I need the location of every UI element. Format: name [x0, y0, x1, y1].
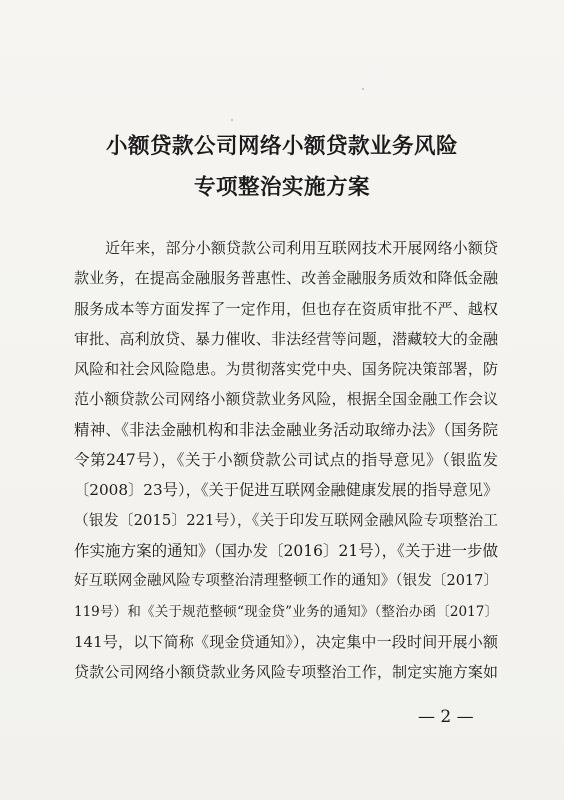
body-line-12: 好互联网金融风险专项整治清理整顿工作的通知》（银发〔2017〕	[74, 573, 498, 590]
body-line-11: 作实施方案的通知》（国办发〔2016〕21号），《关于进一步做	[74, 541, 498, 560]
body-line-2: 款业务，在提高金融服务普惠性、改善金融服务质效和降低金融	[74, 269, 498, 288]
body-line-5: 风险和社会风险隐患。为贯彻落实党中央、国务院决策部署，防	[74, 360, 498, 379]
body-line-1: 近年来，部分小额贷款公司利用互联网技术开展网络小额贷	[105, 239, 498, 257]
body-line-8: 令第247号），《关于小额贷款公司试点的指导意见》（银监发	[74, 451, 498, 470]
body-line-14: 141号，以下简称《现金贷通知》），决定集中一段时间开展小额	[74, 632, 498, 651]
document-title-line-2: 专项整治实施方案	[193, 175, 370, 200]
scan-speck	[362, 88, 364, 90]
body-line-7: 精神、《非法金融机构和非法金融业务活动取缔办法》（国务院	[74, 420, 498, 439]
body-line-10: （银发〔2015〕221号），《关于印发互联网金融风险专项整治工	[74, 511, 498, 529]
page-number: — 2 —	[418, 707, 474, 727]
document-title-line-1: 小额贷款公司网络小额贷款业务风险	[105, 134, 458, 159]
body-line-15: 贷款公司网络小额贷款业务风险专项整治工作，制定实施方案如	[74, 663, 498, 682]
body-line-9: 〔2008〕23号），《关于促进互联网金融健康发展的指导意见》	[74, 481, 498, 500]
scan-speck	[231, 119, 233, 121]
body-line-3: 服务成本等方面发挥了一定作用，但也存在资质审批不严、越权	[74, 299, 498, 318]
document-body	[74, 233, 498, 687]
body-line-4: 审批、高利放贷、暴力催收、非法经营等问题，潜藏较大的金融	[74, 329, 498, 348]
body-line-6: 范小额贷款公司网络小额贷款业务风险，根据全国金融工作会议	[74, 390, 498, 409]
body-line-13: 119号）和《关于规范整顿“现金贷”业务的通知》（整治办函〔2017〕	[74, 603, 498, 620]
